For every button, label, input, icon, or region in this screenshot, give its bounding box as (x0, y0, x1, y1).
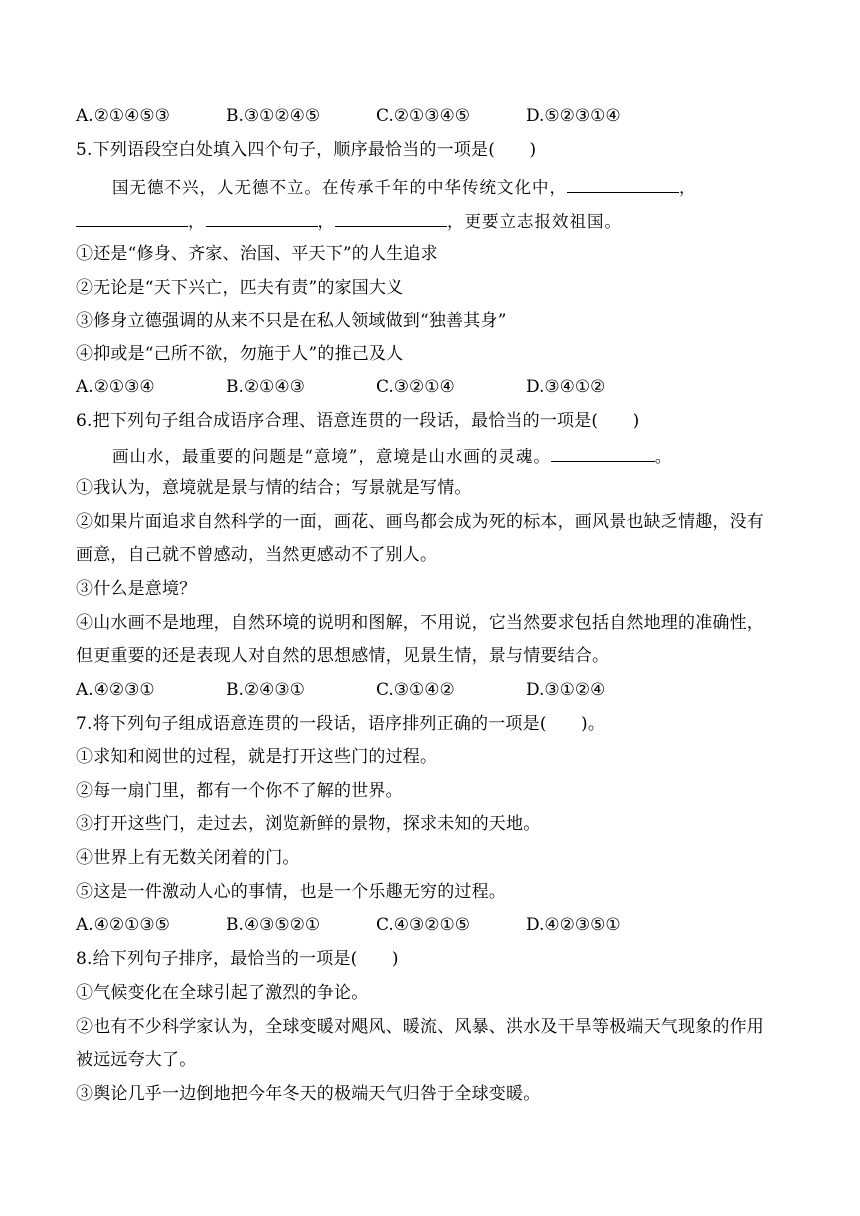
q6-item-3: ③什么是意境？ (76, 579, 197, 599)
q7-stem: 7.将下列句子组成语意连贯的一段话，语序排列正确的一项是( )。 (76, 714, 606, 734)
q5-item-4: ④抑或是“己所不欲，勿施于人”的推己及人 (76, 344, 404, 364)
q6-item-4-line1: ④山水画不是地理，自然环境的说明和图解，不用说，它当然要求包括自然地理的准确性， (76, 613, 764, 633)
q5-item-1: ①还是“修身、齐家、治国、平天下”的人生追求 (76, 244, 438, 264)
q7-option-c: C.④③②①⑤ (376, 915, 471, 935)
q5-blank-2 (76, 210, 188, 227)
q4-option-b: B.③①②④⑤ (226, 106, 321, 126)
q5-blank-4 (335, 210, 447, 227)
q5-item-3: ③修身立德强调的从来不只是在私人领域做到“独善其身” (76, 311, 507, 331)
q5-option-a: A.②①③④ (76, 377, 155, 397)
q8-item-2-line1: ②也有不少科学家认为，全球变暖对飓风、暖流、风暴、洪水及干旱等极端天气现象的作用 (76, 1017, 764, 1037)
q7-option-b: B.④③⑤②① (226, 915, 321, 935)
q6-item-1: ①我认为，意境就是景与情的结合；写景就是写情。 (76, 478, 472, 498)
q5-passage-end: ，更要立志报效祖国。 (447, 212, 622, 231)
q4-option-a: A.②①④⑤③ (76, 106, 170, 126)
q8-stem: 8.给下列句子排序，最恰当的一项是( ) (76, 949, 399, 969)
q5-option-c: C.③②①④ (376, 377, 455, 397)
q8-item-2-line2: 被远远夸大了。 (76, 1050, 197, 1070)
q6-blank (551, 445, 655, 462)
q6-item-2-line2: 画意，自己就不曾感动，当然更感动不了别人。 (76, 545, 438, 565)
q4-option-d: D.⑤②③①④ (526, 106, 621, 126)
q8-item-1: ①气候变化在全球引起了激烈的争论。 (76, 983, 369, 1003)
q4-option-c: C.②①③④⑤ (376, 106, 471, 126)
q8-item-3: ③舆论几乎一边倒地把今年冬天的极端天气归咎于全球变暖。 (76, 1084, 541, 1104)
q5-passage-text: 国无德不兴，人无德不立。在传承千年的中华传统文化中， (112, 178, 567, 197)
q5-option-b: B.②①④③ (226, 377, 305, 397)
q7-option-d: D.④②③⑤① (526, 915, 621, 935)
q7-option-a: A.④②①③⑤ (76, 915, 170, 935)
q5-passage-line1 (112, 176, 697, 198)
q6-option-d: D.③①②④ (526, 680, 606, 700)
q5-stem: 5.下列语段空白处填入四个句子，顺序最恰当的一项是( ) (76, 140, 537, 160)
q6-option-a: A.④②③① (76, 680, 155, 700)
q5-passage-line2 (76, 210, 622, 232)
q7-item-1: ①求知和阅世的过程，就是打开这些门的过程。 (76, 747, 438, 767)
q6-option-b: B.②④③① (226, 680, 305, 700)
q5-item-2: ②无论是“天下兴亡，匹夫有责”的家国大义 (76, 278, 404, 298)
q7-item-4: ④世界上有无数关闭着的门。 (76, 848, 300, 868)
q6-item-4-line2: 但更重要的还是表现人对自然的思想感情，见景生情，景与情要结合。 (76, 646, 610, 666)
q6-option-c: C.③①④② (376, 680, 455, 700)
q6-passage-end: 。 (654, 447, 673, 466)
q6-passage (112, 445, 672, 467)
q6-item-2-line1: ②如果片面追求自然科学的一面，画花、画鸟都会成为死的标本，画风景也缺乏情趣，没有 (76, 512, 764, 532)
q7-item-2: ②每一扇门里，都有一个你不了解的世界。 (76, 781, 403, 801)
q5-blank-1 (567, 176, 679, 193)
q6-stem: 6.把下列句子组合成语序合理、语意连贯的一段话，最恰当的一项是( ) (76, 411, 640, 431)
q7-item-5: ⑤这是一件激动人心的事情，也是一个乐趣无穷的过程。 (76, 882, 506, 902)
q5-sep-1: ， (679, 178, 697, 197)
q5-blank-3 (206, 210, 318, 227)
q5-sep-3: ， (317, 212, 335, 231)
q5-option-d: D.③④①② (526, 377, 606, 397)
q7-item-3: ③打开这些门，走过去，浏览新鲜的景物，探求未知的天地。 (76, 814, 541, 834)
q6-passage-text: 画山水，最重要的问题是“意境”，意境是山水画的灵魂。 (112, 447, 551, 466)
q5-sep-2: ， (188, 212, 206, 231)
